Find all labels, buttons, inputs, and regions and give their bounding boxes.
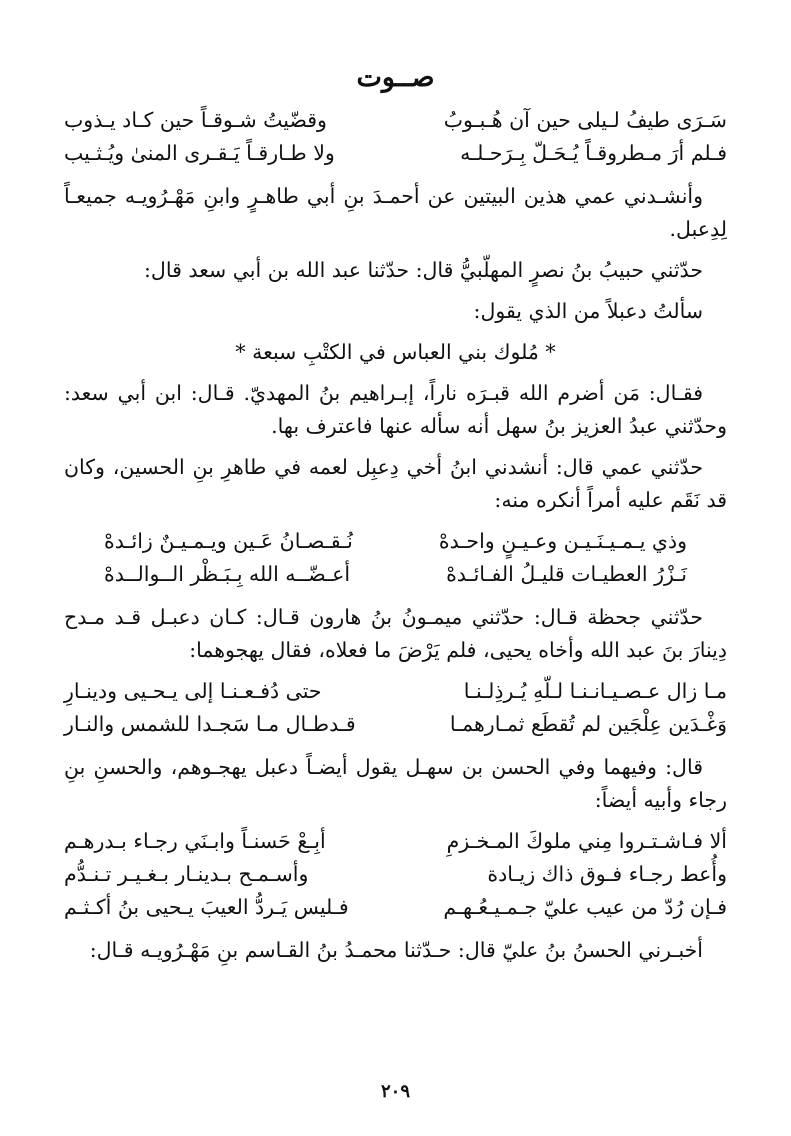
verse-line xyxy=(64,891,727,924)
paragraph: وأنشـدني عمي هذين البيتين عن أحمـدَ بنِ أبي طاهـرٍ وابنِ مَهْـرُويـه جميعـاً لِدِعبل. xyxy=(64,184,727,241)
paragraph: قال: وفيهما وفي الحسن بن سهـل يقول أيضـاً دعبل يهجـوهم، والحسنِ بنِ رجاء وأبيه أيضاً: xyxy=(64,755,727,812)
verse-line xyxy=(64,708,727,741)
paragraph: حدّثني جحظة قـال: حدّثني ميمـونُ بنُ هارون قـال: كـان دعبـل قـد مـدح دِينارَ بنَ عبد الله وأخاه يحيى، فلم يَرْضَ ما فعلاه، فقال يهجوهما: xyxy=(64,605,727,662)
paragraph: سألتُ دعبلاً من الذي يقول: xyxy=(473,299,703,323)
verse-first-hemistich: مـا زال عـصـيـانـنـا لـلّهِ يُـرذِلـنـا xyxy=(463,679,727,703)
poem-1 xyxy=(64,104,727,170)
verse-first-hemistich: وأُعط رجـاء فـوق ذاك زيـادة xyxy=(487,862,727,886)
verse-first-hemistich: فـإن رُدّ من عيب عليّ جـمـيـعُـهـم xyxy=(443,895,727,919)
poem-2 xyxy=(64,525,727,591)
page-body xyxy=(64,60,727,975)
paragraph: حدّثني عمي قال: أنشدني ابنُ أخي دِعبِل لعمه في طاهرِ بنِ الحسين، وكان قد نَقَم عليه أمراً أنكره منه: xyxy=(64,455,727,512)
page-number: ٢٠٩ xyxy=(380,1081,410,1102)
quoted-hemistich: * مُلوك بني العباس في الكتْبِ سبعة * xyxy=(235,340,556,364)
poem-3 xyxy=(64,675,727,741)
verse-first-hemistich: وذي يـمـيـنَـيـن وعـيـنٍ واحـدهْ xyxy=(438,529,687,553)
verse-first-hemistich: وَغْـدَين عِلْجَين لم تُقطَع ثمـارهمـا xyxy=(449,712,727,736)
verse-line xyxy=(104,558,687,591)
verse-line xyxy=(104,525,687,558)
verse-line xyxy=(64,137,727,170)
verse-second-hemistich: فـليس يَـردُّ العيبَ يـحيى بنُ أكـثـم xyxy=(64,895,349,919)
verse-first-hemistich: فـلم أرَ مـطروقـاً يُـحَـلّ بِـرَحـلـه xyxy=(460,141,727,165)
verse-second-hemistich: قـدطـال مـا سَجـدا للشمس والنـار xyxy=(64,712,356,736)
paragraph: حدّثني حبيبُ بنُ نصرٍ المهلّبيُّ قال: حدّثنا عبد الله بن أبي سعد قال: xyxy=(144,258,703,282)
verse-second-hemistich: نُـقـصـانُ عَـين ويـمـيـنٌ زائـدهْ xyxy=(104,529,353,553)
verse-first-hemistich: سَـرَى طيفُ لـيلى حين آن هُـبـوبُ xyxy=(443,108,727,132)
poem-4 xyxy=(64,825,727,924)
paragraph: فقـال: مَن أضرم الله قبـرَه ناراً، إبـراهيم بنُ المهديّ. قـال: ابن أبي سعد: وحدّثني عبدُ العزيز بنُ سهل أنه سأله عنها فاعترف بها. xyxy=(64,381,727,438)
paragraph: أخبـرني الحسنُ بنُ عليّ قال: حـدّثنا محمـدُ بنُ القـاسم بنِ مَهْـرُويـه قـال: xyxy=(89,938,703,962)
verse-line xyxy=(64,675,727,708)
verse-line xyxy=(64,858,727,891)
section-title: صــوت xyxy=(356,62,435,93)
verse-second-hemistich: وقضّيتُ شـوقـاً حين كـاد يـذوب xyxy=(64,108,327,132)
verse-second-hemistich: وأسـمـح بـدينـار بـغـيـر تـنـدُّم xyxy=(64,862,309,886)
verse-second-hemistich: ولا طـارقـاً يَـقـرى المنىٰ ويُـثـيب xyxy=(64,141,335,165)
verse-first-hemistich: نَـزْرُ العطيـات قليـلُ الفـائـدهْ xyxy=(446,562,687,586)
verse-second-hemistich: حتى دُفـعـنـا إلى يـحـيى ودينـارِ xyxy=(64,679,322,703)
verse-line xyxy=(64,825,727,858)
verse-first-hemistich: ألا فـاشـتـروا مِني ملوكَ المـخـزمِ xyxy=(446,829,727,853)
verse-second-hemistich: أبِـعْ حَسنـاً وابـنَي رجـاء بـدرهـم xyxy=(64,829,326,853)
verse-line xyxy=(64,104,727,137)
verse-second-hemistich: أعـضّــه الله بِـبَـظْر الــوالــدهْ xyxy=(104,562,351,586)
